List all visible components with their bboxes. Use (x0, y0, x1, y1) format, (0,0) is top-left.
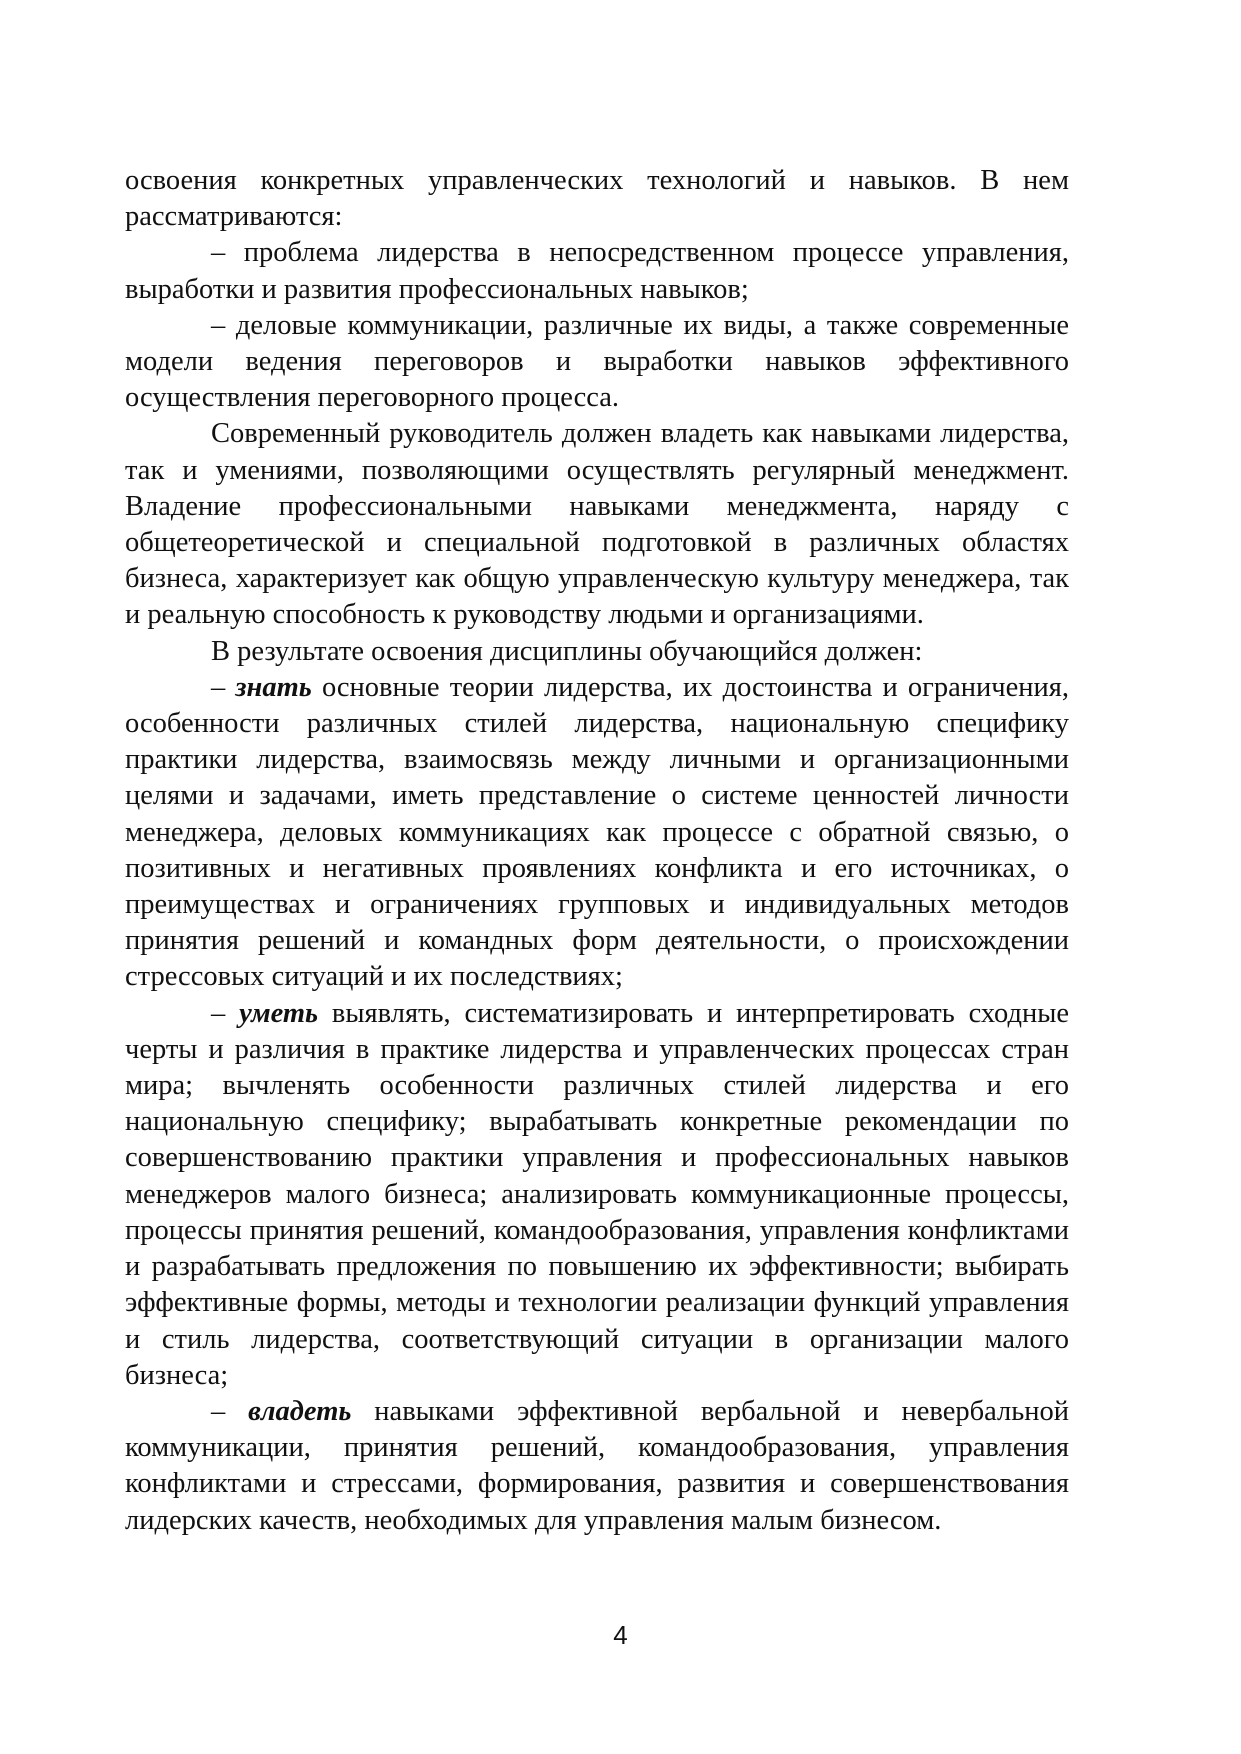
keyword-master: владеть (248, 1395, 352, 1427)
paragraph-text: навыками эффективной вербальной и невербальной коммуникации, принятия решений, командообразования, управления конфликтами и стрессами, формирования, развития и совершенствования лидерских качеств, необходимых для управления малым бизнесом. (125, 1395, 1069, 1536)
paragraph-outcome-master (125, 1394, 1069, 1539)
paragraph-outcome-be-able (125, 996, 1069, 1394)
paragraph-intro-continuation (125, 163, 1069, 235)
paragraph-outcome-know (125, 670, 1069, 996)
paragraph-text: – проблема лидерства в непосредственном процессе управления, выработки и развития профессиональных навыков; (125, 237, 1069, 305)
body-text (125, 163, 1069, 1539)
list-dash: – (211, 1395, 249, 1427)
paragraph-modern-manager (125, 416, 1069, 633)
keyword-be-able: уметь (239, 997, 319, 1029)
paragraph-text: выявлять, систематизировать и интерпретировать сходные черты и различия в практике лидерства и управленческих процессах стран мира; вычленять особенности различных стилей лидерства и его национальную специфику; вырабатывать конкретные рекомендации по совершенствованию практики управления и профессиональных навыков менеджеров малого бизнеса; анализировать коммуникационные процессы, процессы принятия решений, командообразования, управления конфликтами и разрабатывать предложения по повышению их эффективности; выбирать эффективные формы, методы и технологии реализации функций управления и стиль лидерства, соответствующий ситуации в организации малого бизнеса; (125, 997, 1070, 1391)
paragraph-text: Современный руководитель должен владеть как навыками лидерства, так и умениями, позволяющими осуществлять регулярный менеджмент. Владение профессиональными навыками менеджмента, наряду с общетеоретической и специальной подготовкой в различных областях бизнеса, характеризует как общую управленческую культуру менеджера, так и реальную способность к руководству людьми и организациями. (125, 418, 1069, 631)
paragraph-text: В результате освоения дисциплины обучающийся должен: (211, 635, 923, 667)
list-dash: – (211, 671, 236, 703)
paragraph-list-item-leadership (125, 235, 1069, 307)
paragraph-text: основные теории лидерства, их достоинства и ограничения, особенности различных стилей лидерства, национальную специфику практики лидерства, взаимосвязь между личными и организационными целями и задачами, иметь представление о системе ценностей личности менеджера, деловых коммуникациях как процессе с обратной связью, о позитивных и негативных проявлениях конфликта и его источниках, о преимуществах и ограничениях групповых и индивидуальных методов принятия решений и командных форм деятельности, о происхождении стрессовых ситуаций и их последствиях; (125, 671, 1069, 993)
list-dash: – (211, 997, 240, 1029)
paragraph-list-item-communications (125, 308, 1069, 417)
paragraph-text: – деловые коммуникации, различные их виды, а также современные модели ведения переговоров и выработки навыков эффективного осуществления переговорного процесса. (125, 309, 1069, 414)
paragraph-text: освоения конкретных управленческих технологий и навыков. В нем рассматриваются: (125, 165, 1069, 233)
page-number: 4 (613, 1620, 628, 1650)
keyword-know: знать (235, 671, 312, 703)
paragraph-learning-outcomes-intro (125, 634, 1069, 670)
